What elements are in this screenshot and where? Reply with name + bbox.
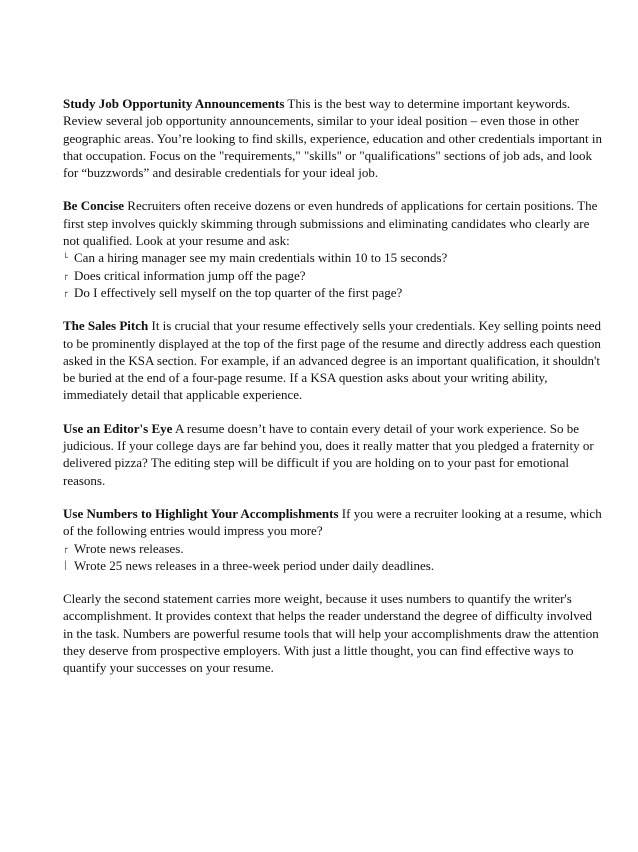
section-conclusion <box>63 590 603 676</box>
section-body-text: A resume doesn’t have to contain every detail of your work experience. So be judicious. If your college days are far behind you, does it really matter that you pledged a fraternity or delivered pizza? The editing step will be difficult if you are holding on to your past for emotional reasons. <box>63 420 594 488</box>
list-item-text: Wrote 25 news releases in a three-week period under daily deadlines. <box>74 557 435 573</box>
list-item <box>63 540 603 557</box>
section-body-text: It is crucial that your resume effectively sells your credentials. Key selling points need to be prominently displayed at the top of the first page of the resume and directly address each question asked in the KSA section. For example, if an advanced degree is an important qualification, it shouldn't be buried at the end of a four-page resume. If a KSA question asks about your writing ability, immediately detail that applicable experience. <box>63 318 602 403</box>
list-item <box>63 267 603 284</box>
list-item <box>63 249 603 266</box>
list-item-text: Can a hiring manager see my main credentials within 10 to 15 seconds? <box>74 250 448 266</box>
section-paragraph <box>63 420 603 489</box>
bullet-icon: ┌ <box>63 287 68 297</box>
section-heading: Study Job Opportunity Announcements <box>63 96 285 111</box>
section-heading: Use Numbers to Highlight Your Accomplishments <box>63 505 339 521</box>
bullet-icon: └ <box>63 253 68 263</box>
bullet-icon: ┌ <box>63 270 68 280</box>
section-sales-pitch <box>63 317 603 403</box>
section-heading: Use an Editor's Eye <box>63 420 173 436</box>
list-item <box>63 284 603 301</box>
section-body-text: Recruiters often receive dozens or even hundreds of applications for certain positions. The first step involves quickly skimming through submissions and eliminating candidates who clearly are not qualified. Look at your resume and ask: <box>63 198 598 249</box>
bullet-icon: ┌ <box>63 543 68 553</box>
section-body-text: This is the best way to determine important keywords. Review several job opportunity announcements, similar to your ideal position – even those in other geographic areas. You’re looking to find skills, experience, education and other credentials important in that occupation. Focus on the "requirements," "skills" or "qualifications" sections of job ads, and look for “buzzwords” and desirable credentials for your ideal job. <box>63 96 602 181</box>
section-paragraph <box>63 317 603 403</box>
document-page <box>63 95 603 693</box>
section-body-text: Clearly the second statement carries more weight, because it uses numbers to quantify the writer's accomplishment. It provides context that helps the reader understand the degree of difficulty involved in the task. Numbers are powerful resume tools that will help your accomplishments draw the attention they deserve from prospective employers. With just a little thought, you can find effective ways to quantify your successes on your resume. <box>63 591 599 676</box>
section-heading: Be Concise <box>63 198 125 214</box>
example-list <box>63 540 603 575</box>
section-paragraph <box>63 505 603 540</box>
bullet-icon: │ <box>63 560 68 570</box>
list-item-text: Do I effectively sell myself on the top quarter of the first page? <box>74 284 403 300</box>
section-study-job-announcements <box>63 95 603 181</box>
section-body-text: If you were a recruiter looking at a resume, which of the following entries would impress you more? <box>63 505 602 539</box>
section-editors-eye <box>63 420 603 489</box>
section-paragraph <box>63 95 603 181</box>
section-paragraph <box>63 590 603 676</box>
section-be-concise <box>63 197 603 301</box>
question-list <box>63 249 603 301</box>
section-heading: The Sales Pitch <box>63 318 149 334</box>
section-use-numbers <box>63 505 603 574</box>
list-item-text: Does critical information jump off the page? <box>74 267 306 283</box>
section-paragraph <box>63 197 603 249</box>
list-item <box>63 557 603 574</box>
list-item-text: Wrote news releases. <box>74 540 184 556</box>
